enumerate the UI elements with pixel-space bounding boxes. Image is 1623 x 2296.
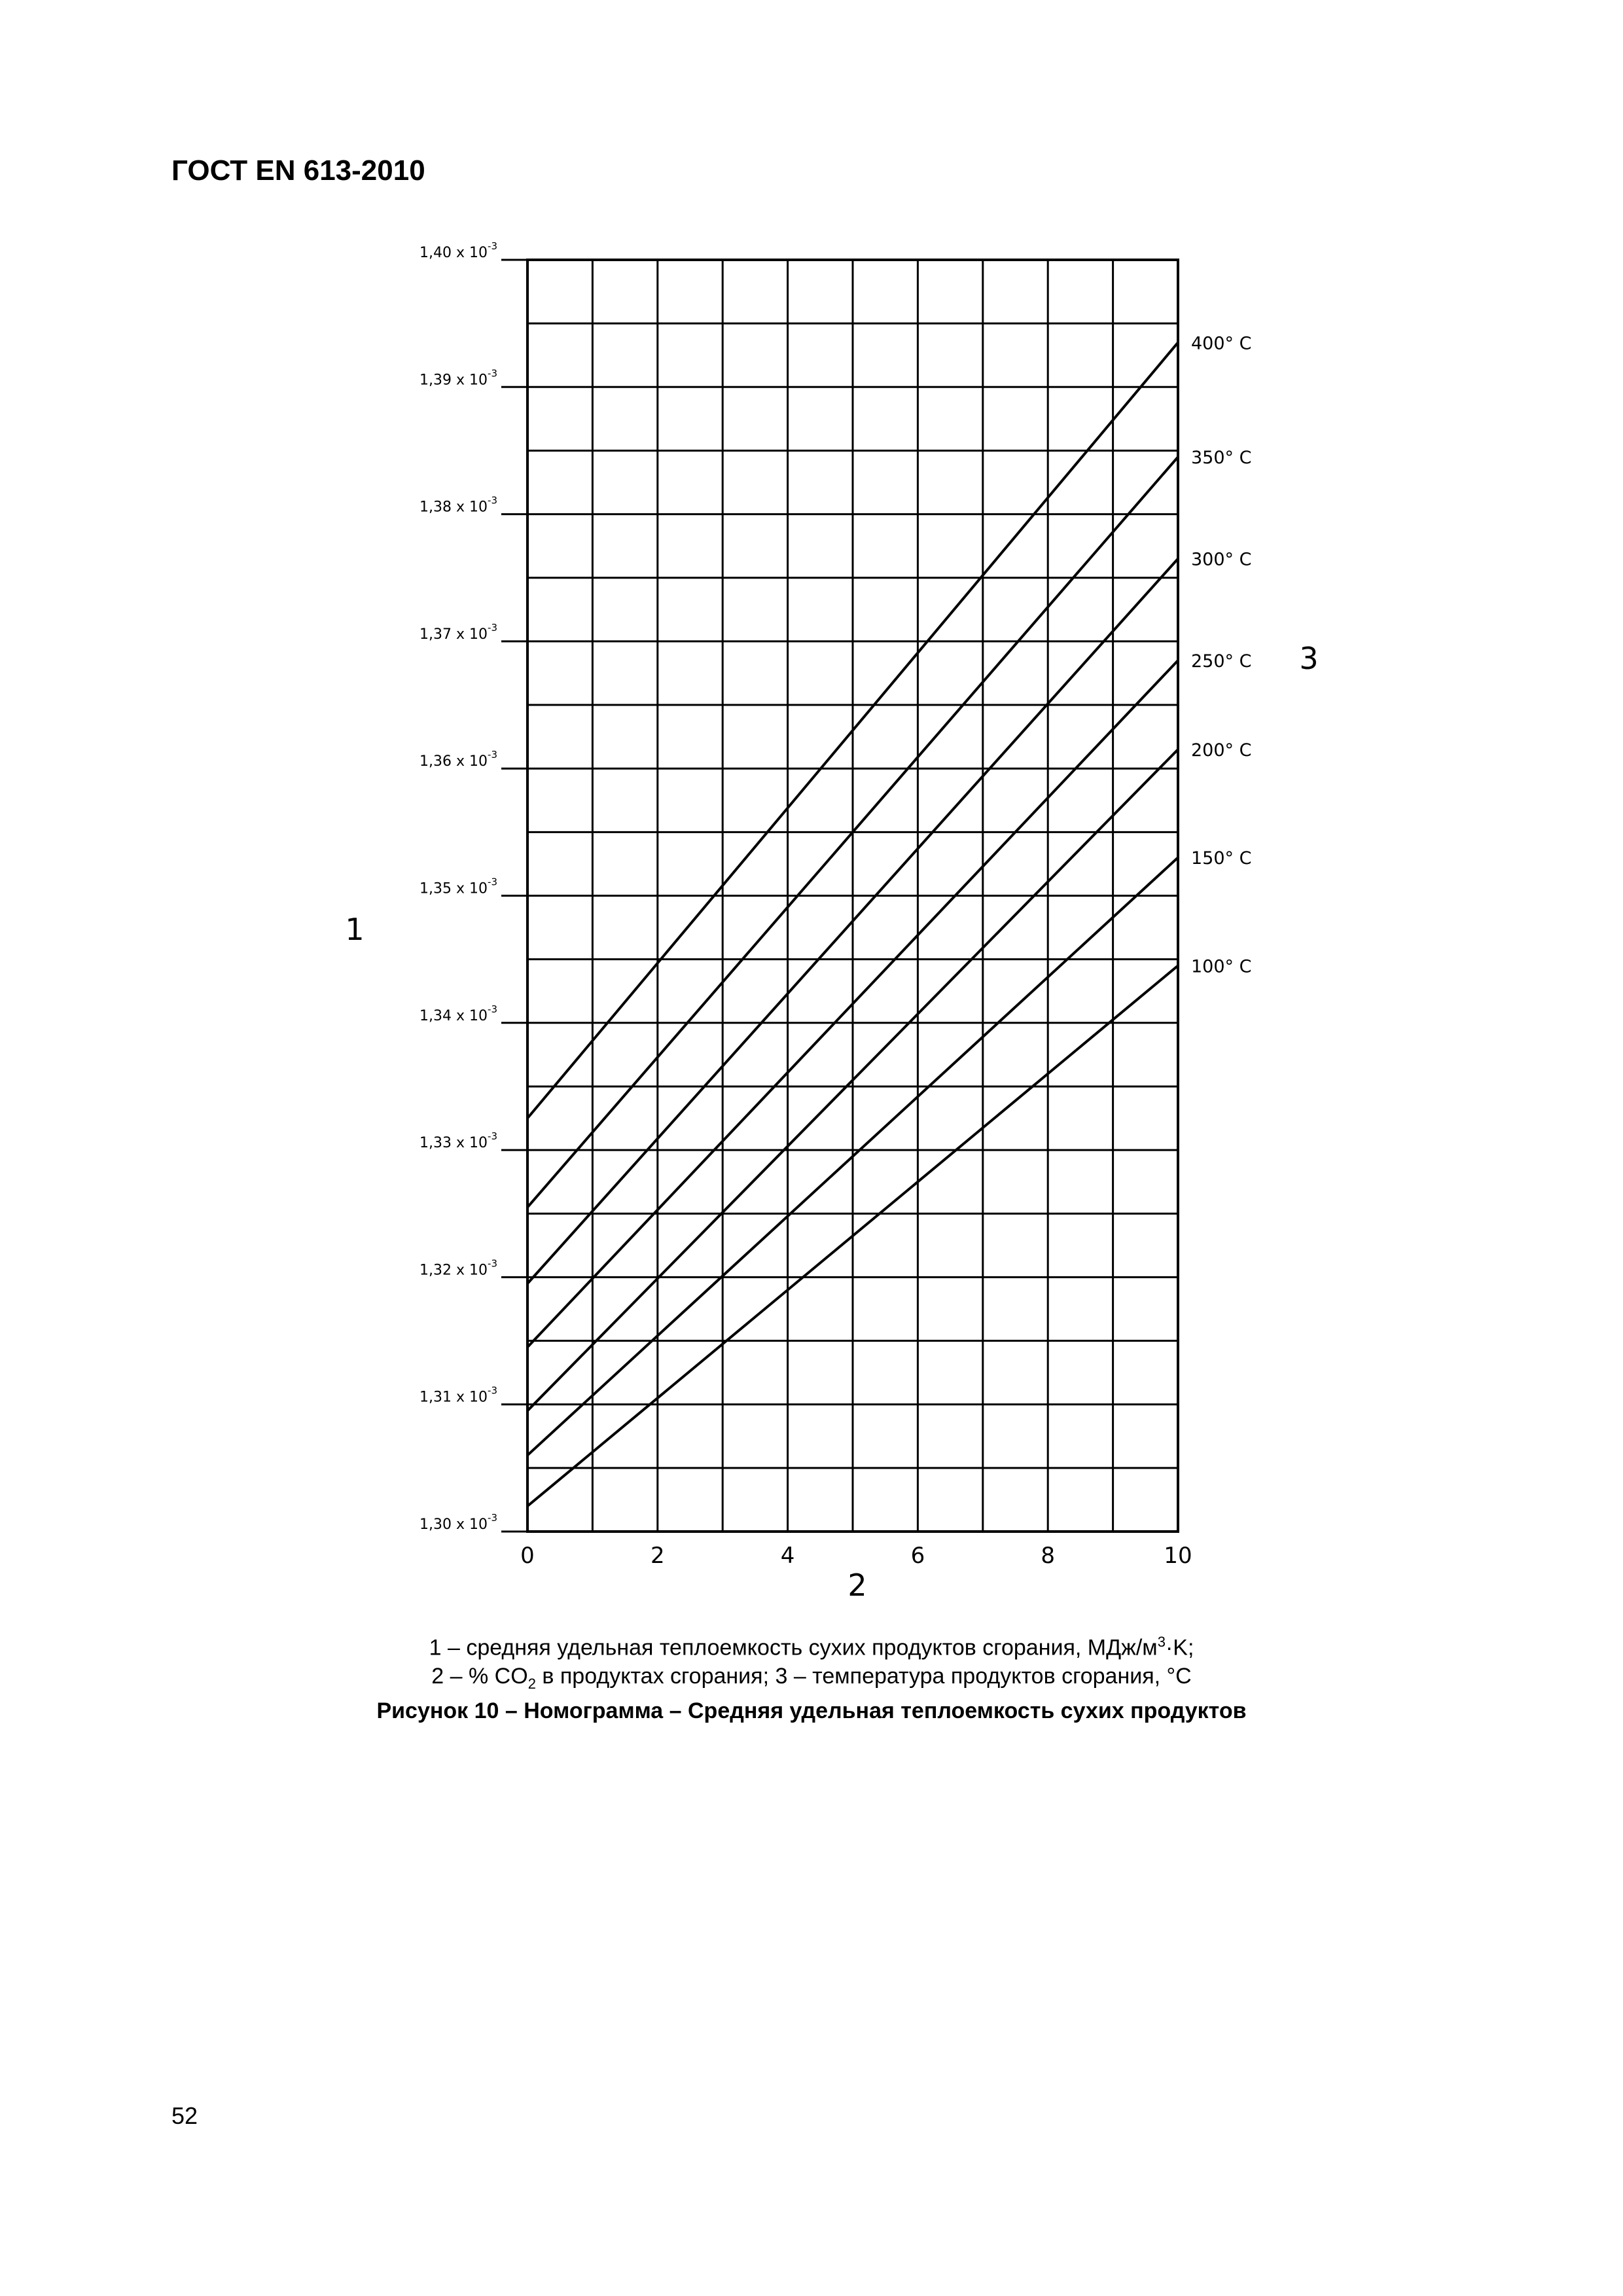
- legend-line-2-subscript: 2: [527, 1676, 536, 1693]
- figure-caption: Рисунок 10 – Номограмма – Средняя удельная теплоемкость сухих продуктов: [376, 1698, 1247, 1723]
- x-tick-label: 8: [1041, 1543, 1056, 1569]
- x-axis-identifier: 2: [847, 1568, 867, 1603]
- series-label: 250° C: [1191, 651, 1252, 672]
- legend-line-1-text: 1 – средняя удельная теплоемкость сухих продуктов сгорания, МДж/м: [429, 1635, 1158, 1660]
- y-tick-label: 1,37 x $10^{-3}$: [419, 621, 497, 643]
- series-label: 150° C: [1191, 848, 1252, 869]
- legend-line-2-tail: в продуктах сгорания; 3 – температура продуктов сгорания, °C: [535, 1664, 1192, 1689]
- series-label: 200° C: [1191, 740, 1252, 761]
- document-header: ГОСТ EN 613-2010: [171, 154, 425, 187]
- legend-text: [0, 1628, 1623, 1698]
- series-label: 350° C: [1191, 448, 1252, 469]
- legend-line-2-text: 2 – % CO: [431, 1664, 528, 1689]
- y-tick-label: 1,40 x $10^{-3}$: [419, 240, 497, 261]
- page-number: 52: [171, 2102, 198, 2129]
- legend-line-1-tail: ·K;: [1165, 1635, 1194, 1660]
- x-tick-label: 10: [1164, 1543, 1192, 1569]
- series-label: 300° C: [1191, 549, 1252, 570]
- x-tick-label: 6: [910, 1543, 925, 1569]
- y-tick-label: 1,38 x $10^{-3}$: [419, 494, 497, 516]
- y-tick-label: 1,32 x $10^{-3}$: [419, 1257, 497, 1279]
- series-label: 100° C: [1191, 956, 1252, 977]
- x-tick-label: 4: [780, 1543, 795, 1569]
- y-axis-identifier: 1: [345, 912, 365, 947]
- legend-line-1: [0, 1628, 1623, 1662]
- legend-line-1-superscript: 3: [1157, 1634, 1166, 1650]
- x-tick-label: 0: [520, 1543, 535, 1569]
- series-axis-identifier: 3: [1299, 641, 1319, 676]
- y-tick-label: 1,30 x $10^{-3}$: [419, 1512, 497, 1533]
- y-tick-label: 1,35 x $10^{-3}$: [419, 876, 497, 897]
- y-tick-label: 1,36 x $10^{-3}$: [419, 749, 497, 770]
- y-tick-label: 1,34 x $10^{-3}$: [419, 1003, 497, 1024]
- y-tick-label: 1,39 x $10^{-3}$: [419, 367, 497, 389]
- y-tick-label: 1,33 x $10^{-3}$: [419, 1130, 497, 1152]
- grid: [527, 260, 1178, 1532]
- y-tick-label: 1,31 x $10^{-3}$: [419, 1384, 497, 1406]
- legend-line-2: [0, 1662, 1623, 1698]
- series-label: 400° C: [1191, 333, 1252, 354]
- x-tick-label: 2: [650, 1543, 665, 1569]
